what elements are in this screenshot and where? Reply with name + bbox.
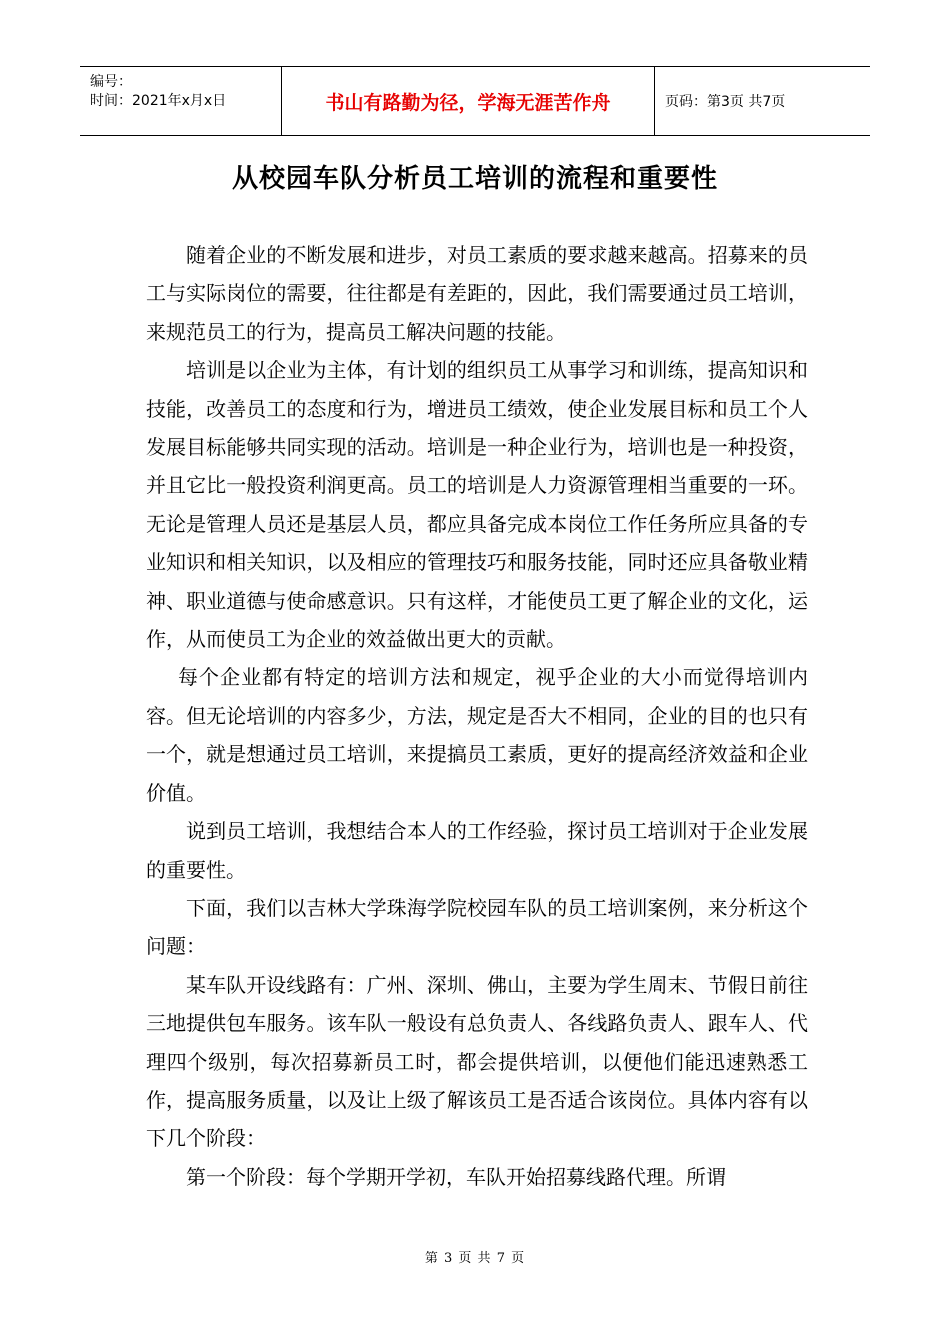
paragraph: 下面，我们以吉林大学珠海学院校园车队的员工培训案例，来分析这个问题： [146, 895, 808, 959]
paragraph: 随着企业的不断发展和进步，对员工素质的要求越来越高。招募来的员工与实际岗位的需要，往往都是有差距的，因此，我们需要通过员工培训，来规范员工的行为，提高员工解决问题的技能。 [146, 243, 808, 344]
header-meta-cell [80, 67, 282, 135]
serial-number-label: 编号： [90, 74, 132, 90]
paragraph: 说到员工培训，我想结合本人的工作经验，探讨员工培训对于企业发展的重要性。 [146, 819, 808, 882]
document-title: 从校园车队分析员工培训的流程和重要性 [231, 164, 718, 194]
date-label: 时间：2021年x月x日 [90, 93, 227, 109]
document-body [146, 236, 808, 1196]
document-header [80, 66, 870, 136]
paragraph: 培训是以企业为主体，有计划的组织员工从事学习和训练，提高知识和技能，改善员工的态度和行为，增进员工绩效，使企业发展目标和员工个人发展目标能够共同实现的活动。培训是一种企业行为，培训也是一种投资，并且它比一般投资利润更高。员工的培训是人力资源管理相当重要的一环。无论是管理人员还是基层人员，都应具备完成本岗位工作任务所应具备的专业知识和相关知识，以及相应的管理技巧和服务技能，同时还应具备敬业精神、职业道德与使命感意识。只有这样，才能使员工更了解企业的文化，运作，从而使员工为企业的效益做出更大的贡献。 [146, 358, 808, 652]
page-info-label: 页码：第3页 共7页 [665, 94, 786, 110]
paragraph: 每个企业都有特定的培训方法和规定，视乎企业的大小而觉得培训内容。但无论培训的内容多少，方法，规定是否大不相同，企业的目的也只有一个，就是想通过员工培训，来提搞员工素质，更好的提高经济效益和企业价值。 [146, 665, 808, 805]
motto-text: 书山有路勤为径，学海无涯苦作舟 [325, 91, 611, 114]
paragraph: 某车队开设线路有：广州、深圳、佛山，主要为学生周末、节假日前往三地提供包车服务。该车队一般设有总负责人、各线路负责人、跟车人、代理四个级别，每次招募新员工时，都会提供培训，以便他们能迅速熟悉工作，提高服务质量，以及让上级了解该员工是否适合该岗位。具体内容有以下几个阶段： [146, 972, 808, 1151]
page-footer: 第 3 页 共 7 页 [424, 1251, 526, 1266]
header-page-cell [655, 67, 870, 135]
header-motto-cell [282, 67, 655, 135]
paragraph: 第一个阶段：每个学期开学初，车队开始招募线路代理。所谓 [186, 1164, 726, 1189]
